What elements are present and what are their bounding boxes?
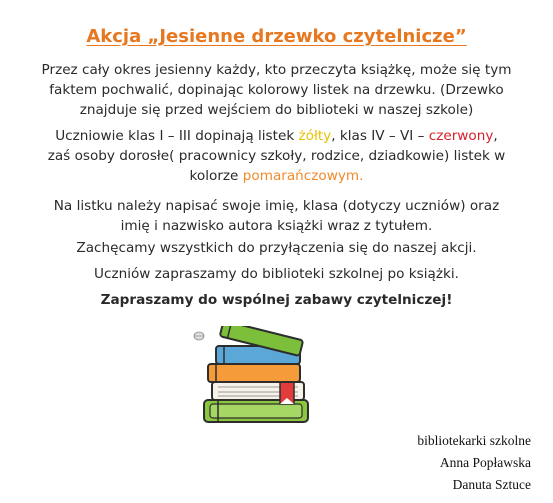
instructions-line-1: Na listku należy napisać swoje imię, klasa (dotyczy uczniów) oraz bbox=[53, 198, 500, 214]
intro-line-1: Przez cały okres jesienny każdy, kto przeczyta książkę, może się tym bbox=[41, 62, 512, 78]
leaf-colors-text-c: , bbox=[493, 128, 498, 144]
leaf-colors-text-a: Uczniowie klas I – III dopinają listek bbox=[55, 128, 299, 144]
signature-name-1: Anna Popławska bbox=[439, 455, 531, 470]
encouragement-paragraph: Zachęcamy wszystkich do przyłączenia się do naszej akcji. bbox=[76, 240, 477, 256]
leaf-colors-text-b: , klas IV – VI – bbox=[331, 128, 429, 144]
yellow-leaf-word: żółty bbox=[298, 128, 332, 144]
leaf-colors-line-3 bbox=[0, 166, 553, 186]
intro-line-2: faktem pochwalić, dopinając kolorowy listek na drzewku. (Drzewko bbox=[49, 82, 504, 98]
leaf-colors-line-2: zaś osoby dorosłe( pracownicy szkoły, rodzice, dziadkowie) listek w bbox=[47, 148, 506, 164]
intro-paragraph bbox=[0, 60, 553, 120]
page-title: Akcja „Jesienne drzewko czytelnicze” bbox=[86, 26, 467, 47]
red-leaf-word: czerwony bbox=[428, 128, 494, 144]
intro-line-3: znajduje się przed wejściem do biblioteki w naszej szkole) bbox=[79, 102, 474, 118]
signature-block bbox=[417, 430, 531, 496]
book-stack-icon bbox=[190, 326, 322, 428]
signature-role: bibliotekarki szkolne bbox=[417, 433, 531, 448]
leaf-colors-line-1 bbox=[0, 126, 553, 146]
leaf-colors-paragraph bbox=[0, 126, 553, 186]
invitation-paragraph: Uczniów zapraszamy do biblioteki szkolnej po książki. bbox=[94, 266, 459, 282]
mouse-icon bbox=[194, 332, 204, 340]
signature-name-2: Danuta Sztuce bbox=[452, 477, 531, 492]
leaf-colors-text-d: kolorze bbox=[189, 168, 243, 184]
instructions-line-2: imię i nazwisko autora książki wraz z tytułem. bbox=[120, 218, 433, 234]
instructions-paragraph bbox=[0, 196, 553, 236]
orange-leaf-word: pomarańczowym. bbox=[242, 168, 364, 184]
closing-paragraph: Zapraszamy do wspólnej zabawy czytelniczej! bbox=[100, 292, 453, 308]
orange-book bbox=[208, 364, 300, 382]
